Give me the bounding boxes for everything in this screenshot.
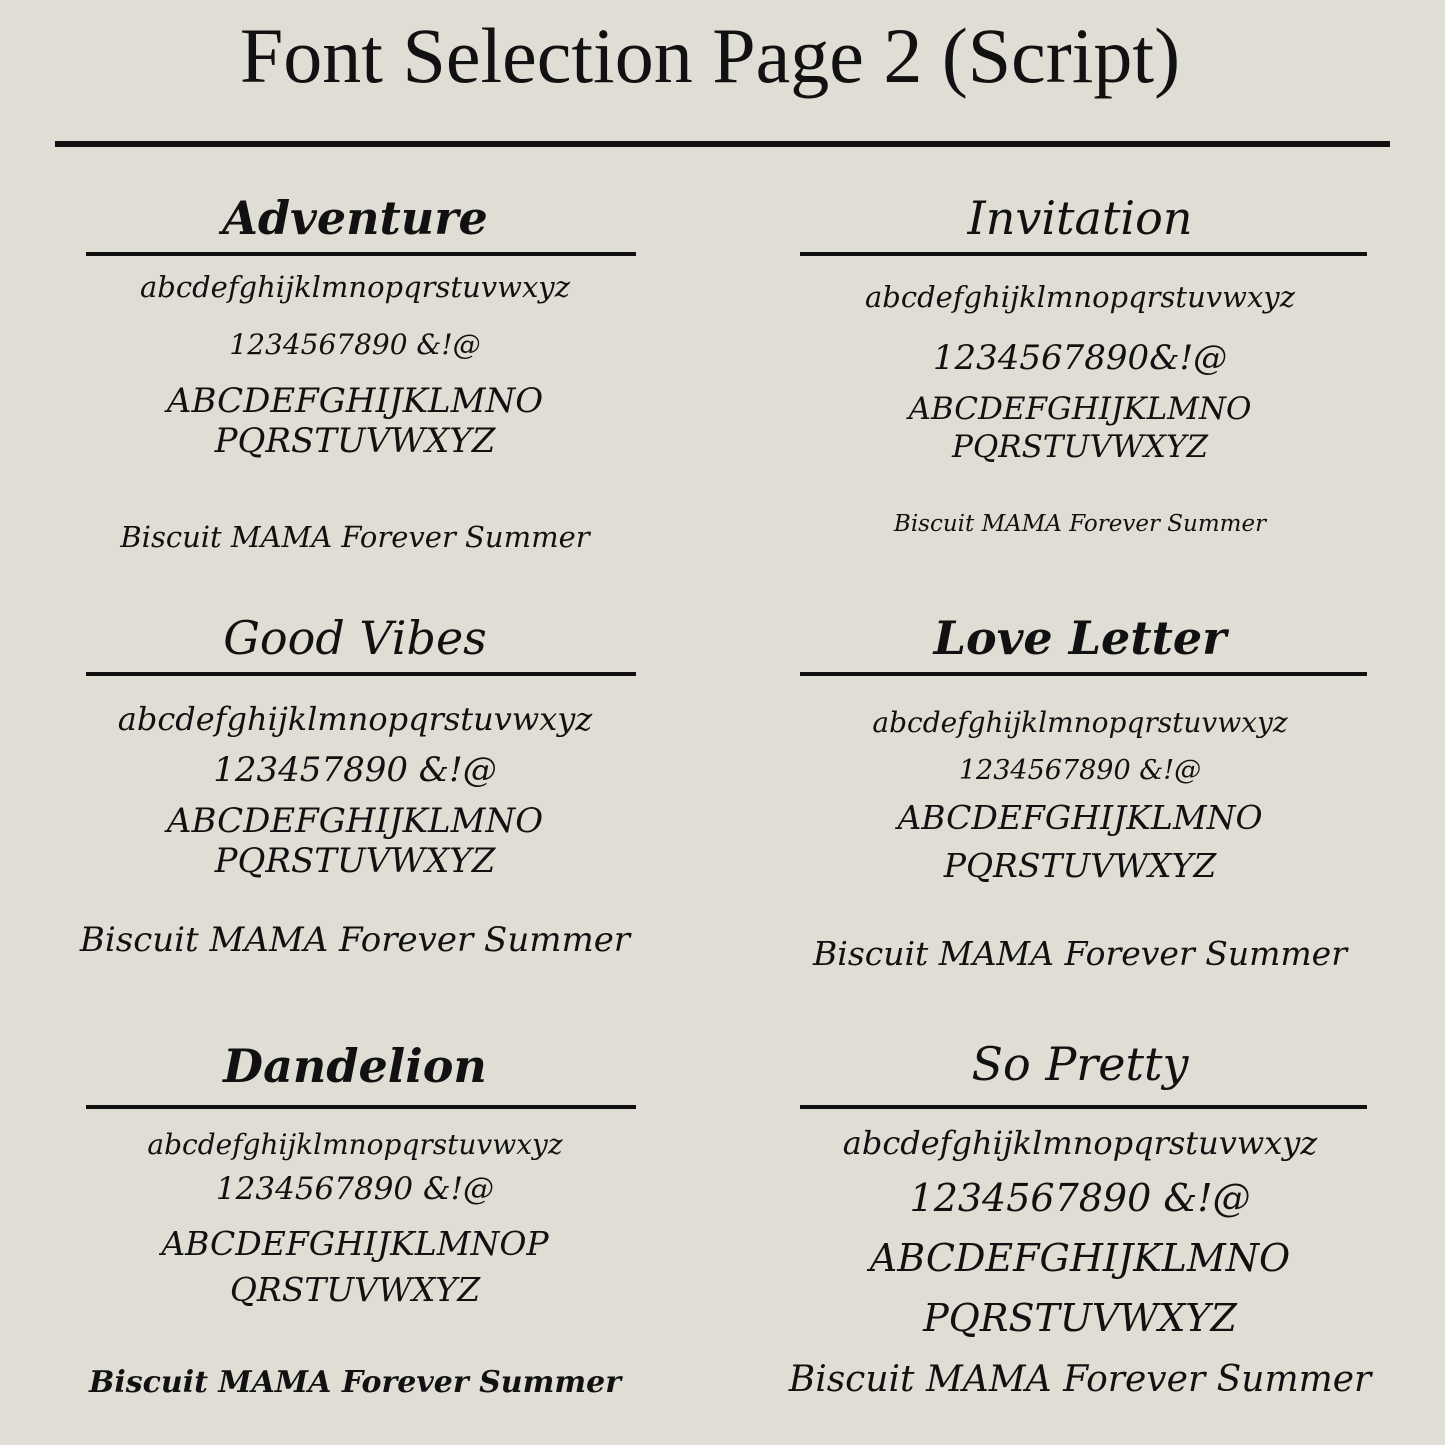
sentence-sample: Biscuit MAMA Forever Summer bbox=[120, 520, 590, 554]
lowercase-sample: abcdefghijklmnopqrstuvwxyz bbox=[872, 706, 1288, 739]
font-panel-dandelion bbox=[20, 1030, 690, 1430]
font-name-divider bbox=[800, 252, 1367, 256]
font-name: Adventure bbox=[222, 191, 488, 245]
sentence-sample: Biscuit MAMA Forever Summer bbox=[79, 920, 631, 960]
lowercase-sample: abcdefghijklmnopqrstuvwxyz bbox=[147, 1128, 563, 1161]
lowercase-sample: abcdefghijklmnopqrstuvwxyz bbox=[865, 280, 1295, 314]
font-name-divider bbox=[800, 672, 1367, 676]
font-panel-adventure bbox=[20, 190, 690, 580]
font-name: Invitation bbox=[967, 191, 1193, 245]
font-name: So Pretty bbox=[971, 1037, 1189, 1091]
sentence-sample: Biscuit MAMA Forever Summer bbox=[88, 1365, 622, 1400]
sentence-sample: Biscuit MAMA Forever Summer bbox=[788, 1359, 1372, 1400]
font-panel-love-letter bbox=[740, 610, 1420, 1000]
uppercase-sample-line-1: ABCDEFGHIJKLMNO bbox=[897, 798, 1263, 837]
numbers-sample: 1234567890 &!@ bbox=[215, 1171, 495, 1207]
numbers-sample: 1234567890 &!@ bbox=[909, 1176, 1251, 1220]
font-panel-invitation bbox=[740, 190, 1420, 580]
font-panel-so-pretty bbox=[740, 1030, 1420, 1430]
sentence-sample: Biscuit MAMA Forever Summer bbox=[893, 511, 1267, 537]
uppercase-sample-line-1: ABCDEFGHIJKLMNO bbox=[908, 391, 1252, 427]
uppercase-sample-line-2: PQRSTUVWXYZ bbox=[214, 841, 496, 881]
uppercase-sample-line-2: QRSTUVWXYZ bbox=[229, 1270, 481, 1309]
uppercase-sample-line-2: PQRSTUVWXYZ bbox=[952, 429, 1208, 465]
sentence-sample: Biscuit MAMA Forever Summer bbox=[813, 934, 1347, 973]
font-name-divider bbox=[86, 252, 636, 256]
uppercase-sample-line-1: ABCDEFGHIJKLMNO bbox=[869, 1236, 1291, 1280]
font-name-divider bbox=[86, 1105, 636, 1109]
font-name: Dandelion bbox=[223, 1039, 487, 1093]
lowercase-sample: abcdefghijklmnopqrstuvwxyz bbox=[140, 270, 570, 304]
page-title: Font Selection Page 2 (Script) bbox=[239, 12, 1181, 99]
numbers-sample: 1234567890&!@ bbox=[932, 338, 1228, 378]
font-name-divider bbox=[800, 1105, 1367, 1109]
numbers-sample: 1234567890 &!@ bbox=[229, 328, 481, 361]
title-divider bbox=[55, 141, 1390, 147]
lowercase-sample: abcdefghijklmnopqrstuvwxyz bbox=[842, 1124, 1318, 1162]
uppercase-sample-line-2: PQRSTUVWXYZ bbox=[943, 846, 1217, 885]
numbers-sample: 123457890 &!@ bbox=[213, 750, 497, 790]
uppercase-sample-line-2: PQRSTUVWXYZ bbox=[214, 421, 496, 461]
uppercase-sample-line-1: ABCDEFGHIJKLMNO bbox=[166, 381, 544, 421]
font-name: Good Vibes bbox=[223, 611, 487, 665]
lowercase-sample: abcdefghijklmnopqrstuvwxyz bbox=[117, 700, 593, 738]
uppercase-sample-line-1: ABCDEFGHIJKLMNO bbox=[166, 801, 544, 841]
font-panel-good-vibes bbox=[20, 610, 690, 1000]
uppercase-sample-line-1: ABCDEFGHIJKLMNOP bbox=[161, 1224, 549, 1263]
font-name: Love Letter bbox=[933, 611, 1227, 665]
numbers-sample: 1234567890 &!@ bbox=[958, 755, 1202, 786]
font-name-divider bbox=[86, 672, 636, 676]
uppercase-sample-line-2: PQRSTUVWXYZ bbox=[923, 1296, 1237, 1340]
